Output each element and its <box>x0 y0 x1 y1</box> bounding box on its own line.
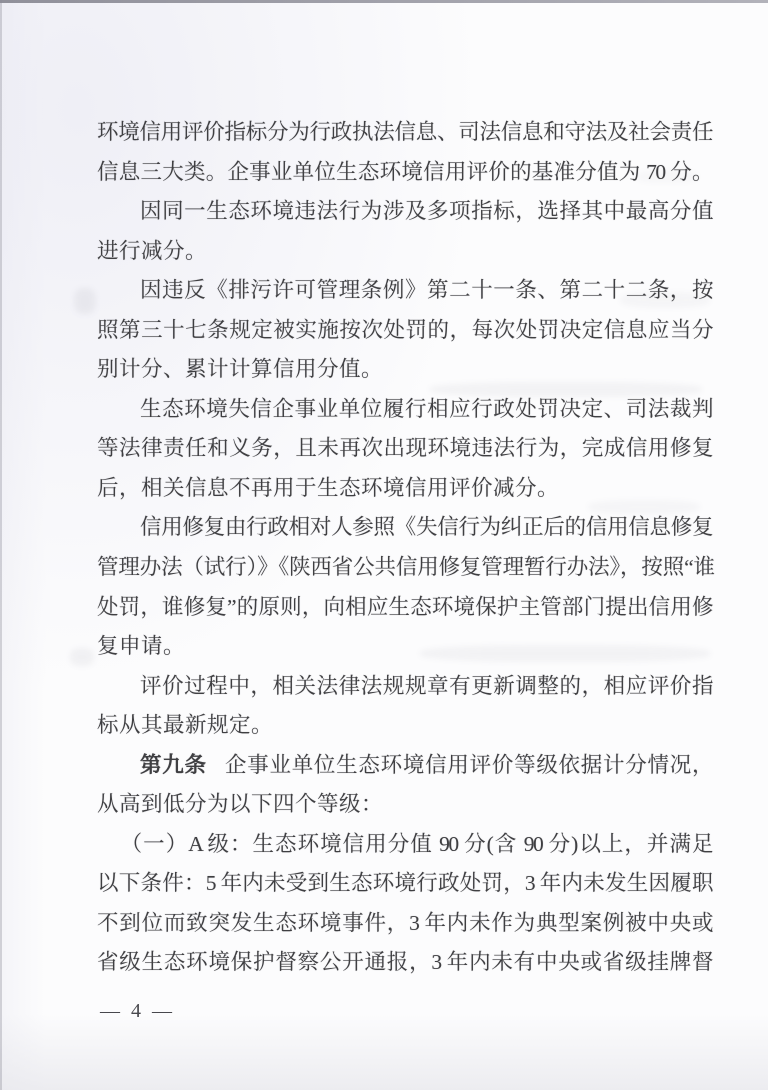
text-line: 信用修复由行政相对人参照《失信行为纠正后的信用信息修复 <box>140 515 712 540</box>
text-line: 因同一生态环境违法行为涉及多项指标，选择其中最高分值 <box>140 199 712 224</box>
text-line: 别计分、累计计算信用分值。 <box>97 357 384 382</box>
text-line: 照第三十七条规定被实施按次处罚的，每次处罚决定信息应当分 <box>97 317 712 342</box>
text-line: 后，相关信息不再用于生态环境信用评价减分。 <box>97 475 560 500</box>
text-line: 不到位而致突发生态环境事件，3 年内未作为典型案例被中央或 <box>97 910 712 935</box>
text-line: 从高到低分为以下四个等级： <box>97 792 384 817</box>
text-line: 标从其最新规定。 <box>97 713 274 738</box>
text-line: 等法律责任和义务，且未再次出现环境违法行为，完成信用修复 <box>97 436 712 461</box>
text-line-article-9 <box>97 746 712 786</box>
article-9-text: 企事业单位生态环境信用评价等级依据计分情况， <box>224 752 712 777</box>
page-number: — 4 — <box>100 1000 175 1022</box>
text-line: 管理办法（试行）》《陕西省公共信用修复管理暂行办法》，按照“谁 <box>97 555 712 580</box>
article-9-heading: 第九条 <box>140 752 207 777</box>
text-line: （一）A 级：生态环境信用分值 90 分(含 90 分)以上，并满足 <box>120 831 712 856</box>
text-line: 因违反《排污许可管理条例》第二十一条、第二十二条，按 <box>140 278 712 303</box>
bleed-through-smudge <box>70 648 94 666</box>
scan-edge-left <box>0 0 2 1090</box>
text-line: 省级生态环境保护督察公开通报，3 年内未有中央或省级挂牌督 <box>97 950 712 975</box>
scan-edge-top <box>0 0 768 3</box>
text-line: 以下条件：5 年内未受到生态环境行政处罚，3 年内未发生因履职 <box>97 871 712 896</box>
text-line: 生态环境失信企事业单位履行相应行政处罚决定、司法裁判 <box>140 396 712 421</box>
text-line: 复申请。 <box>97 634 186 659</box>
body-text <box>97 113 712 983</box>
text-line: 处罚，谁修复”的原则，向相应生态环境保护主管部门提出信用修 <box>97 594 712 619</box>
text-line: 进行减分。 <box>97 238 208 263</box>
bleed-through-smudge <box>74 288 96 314</box>
text-line: 环境信用评价指标分为行政执法信息、司法信息和守法及社会责任 <box>97 120 712 144</box>
text-line: 评价过程中，相关法律法规规章有更新调整的，相应评价指 <box>140 673 712 698</box>
text-line: 信息三大类。企事业单位生态环境信用评价的基准分值为 70 分。 <box>97 159 712 184</box>
